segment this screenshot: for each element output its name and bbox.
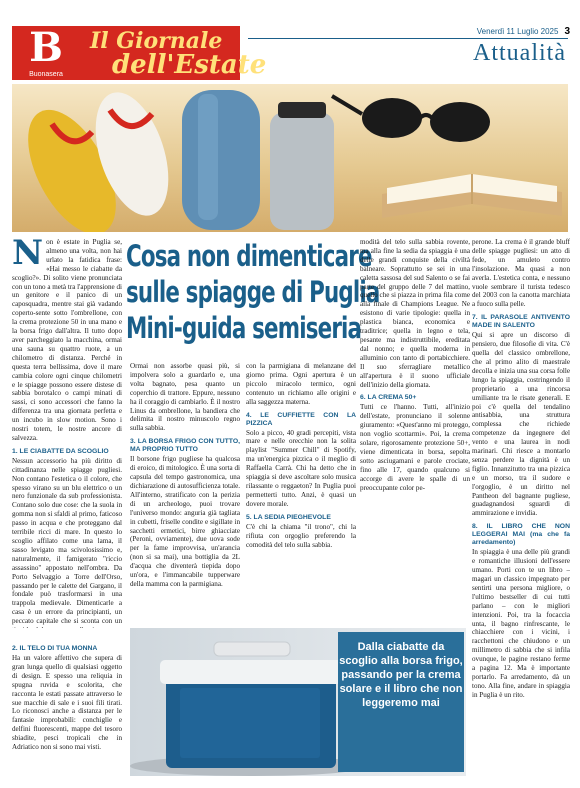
article-column-4 — [360, 238, 470, 628]
section-title: Attualità — [473, 40, 566, 66]
article-column-1 — [12, 238, 122, 628]
pull-quote: Dalla ciabatte da scoglio alla borsa frigo, passando per la crema solare e il libro che non leggeremo mai — [338, 632, 464, 772]
paragraph-4: Solo a picco, 40 gradi percepiti, vista mare e nelle orecchie non la solita playlist "Summer Chill" di Spotify, ma un'energica pizzica o il meglio di Raffaella Carrà. Chi ha detto che in spiaggia si deve ascoltare solo musica rilassante o reggaeton? In Puglia puoi permetterti tutto. Anzi, è quasi un dovere morale. — [246, 428, 356, 508]
paragraph-6-cont: perone. La crema è il grande bluff delle spiagge pugliesi: un atto di fede, un amuleto contro l'insolazione. Ma quasi a non averla. L'estetica conta, e nessuno vuole sembrare il turista tedesco del 2003 con la canotta marchiata a fuoco sulla pelle. — [472, 238, 570, 309]
paragraph-8: In spiaggia è una delle più grandi e romantiche illusioni dell'essere umano. Porti con te un libro – magari un classico impegnato per sentirti una persona migliore, o l'ultimo bestseller di cui tutti parlano – con le migliori intenzioni. Poi, tra la focaccia unta, il bagno rinfrescante, le chiacchiere con i vicini, i racchettoni che chiudono e un millimetro di sabbia che si infila ovunque, le pagine restano ferme a pagina 12. Ma è importante portarlo. Fa arredamento, dà un tono. Alla fine, andare in spiaggia in Puglia è un rito. — [472, 548, 570, 699]
beach-accessories-illustration — [12, 84, 568, 232]
subheading-2: 2. IL TELO DI TUA MONNA — [12, 645, 98, 652]
title-line-1: Il Giornale — [90, 28, 223, 54]
subheading-7: 7. IL PARASOLE ANTIVENTO MADE IN SALENTO — [472, 314, 570, 330]
paragraph-2: Ha un valore affettivo che supera di gran lunga quello di qualsiasi oggetto di design. E spesso una reliquia in spugna ruvida e scolorita, che racconta le estati passate attraverso le sue macchie di sale e i suoi fili tirati. Lo riconosci anche a distanza per le fantasie improbabili: conchiglie e delfini fluorescenti, mappe del tesoro sbiadite, pesci tropicali che in Adriatico non si sono mai visti. — [12, 654, 122, 752]
paragraph-1: Nessun accessorio ha più diritto di cittadinanza nelle spiagge pugliesi. Non contano l'estetica o il colore, che spesso virano su un blu elettrico o un nero funzionale da sub professionista. Contano solo due cose: che la suola in gomma non si sfaldi al primo, faticoso passo in acqua e che proteggano dal terribile ricci di mare. In questo lo scoglio affilato come una lama, il sasso levigato ma scivolosissimo e, naturalmente, il famigerato "riccio assassino" appostato nell'ombra. Da Porto Selvaggio a Torre dell'Orso, passando per le calette del Gargano, il fondale può trasformarsi in una trappola medievale. Dimenticarle a casa è un errore da principianti, un peccato capitale che si sconta con un — [12, 456, 122, 626]
article-intro: on è estate in Puglia se, almeno una volta, non hai urlato la fatidica frase: «Hai messo le ciabatte da scoglio?». Di solito viene pronunciata con un tono a metà tra l'apprensione di un genitore e il panico di un caposquadra, mentre stai già vadando coperto-sente sotto l'ombrellone, con la crema protezione 50 in una mano e la borsa frigo dall'altra. Il tutto dopo aver parcheggiato la macchina, ormai una sauna su quattro ruote, a un chilometro di distanza. Perché in questa terra bellissima, dove il mare cambia colore ogni cinque chilometri e le spiagge possono essere distese di sabbia borotalco o campi minati di sassi, ci sono accessori che fanno la differenza tra una giornata perfetta e un incubo in slow motion. Sono i nostri totem, le nostre ancore di salvezza. — [12, 238, 122, 442]
paragraph-6: Tutti ce l'hanno. Tutti, all'inizio dell'estate, pronunciano il solenne giuramento: «Quest'anno mi proteggo, non voglio scottarmi». Poi, la crema solare, rigorosamente protezione 50+, viene dimenticata in borsa, sepolta sotto asciugamani e parole crociate, fino alle 17, quando qualcuno si accorge di avere le spalle di un preoccupante color pe- — [360, 403, 470, 492]
paragraph-2-cont: Ormai non assorbe quasi più, si impolvera solo a guardarlo e, una volta bagnato, pesa quanto un coperchio di trattore. Eppure, nessuno ha il coraggio di cambiarlo. È il nostro Linus da ombrellone, la bandiera che delimita il nostro minuscolo regno sulla sabbia. — [130, 362, 240, 433]
headline-line-2: sulle spiagge di Puglia — [126, 275, 380, 309]
drop-cap: N — [12, 238, 44, 273]
beach-photo — [12, 84, 568, 232]
paragraph-7: Qui si apre un discorso di pensiero, due filosofie di vita. C'è quella del classico ombrellone, che al primo alito di maestrale decolla e inizia una sua corsa folle lungo la spiaggia, costringendo il proprietario a una rincorsa umiliante tra le risate generali. E poi c'è quella del tendalino antisabbia, una struttura complessa che richiede competenze da ingegnere del vento e una laurea in nodi marinari. Chi riesce a montarlo senza perdere la dignità è un figlio. Innanzitutto tra una pizzica e un morso, tra il sudore e l'orgoglio, è un diritto nel Pantheon del bagnante pugliese, guadagnandosi sguardi di ammirazione e invidia. — [472, 331, 570, 518]
title-line-2: dell'Estate — [112, 50, 267, 80]
subheading-4: 4. LE CUFFIETTE CON LA PIZZICA — [246, 411, 356, 427]
paragraph-5-cont: modità del telo sulla sabbia rovente, ma alla fine la sedia da spiaggia è una delle grandi conquiste della civiltà balneare. Soprattutto se sei in una caletta sassosa del sud Salento o se fai parte del gruppo delle 7 del mattino, quello che si piazza in prima fila come alla finale di Champions League. Ne esistono di varie tipologie: quella in plastica bianca, economica e traditrice; quella in legno e tela, pesante ma indistruttibile, ereditata dal nonno; e quella moderna in alluminio con tanto di portabicchiere. Il suo sferragliare metallico all'apertura è il suono ufficiale dell'inizio della giornata. — [360, 238, 470, 389]
issue-date: Venerdì 11 Luglio 2025 — [476, 27, 559, 36]
headline-line-1: Cosa non dimenticare — [126, 239, 372, 273]
article-column-5 — [472, 238, 570, 758]
article-column-2 — [130, 362, 240, 616]
paragraph-3-cont: con la parmigiana di melanzane del giorno prima. Ogni apertura è un piccolo miracolo termico, ogni contenuto un richiamo alle origini e alla saggezza materna. — [246, 362, 356, 406]
paragraph-3: Il borsone frigo pugliese ha qualcosa di eroico, di mitologico. È una sorta di capsula del tempo gastronomica, una dichiarazione di autosufficienza totale. All'interno, stratificato con la perizia di un archeologo, puoi trovare l'universo mondo: anguria già tagliata in cubetti, friselle condite e sigillate in sacchetti ermetici, birre ghiacciate (Peroni, ovviamente), due uova sode per la fame improvvisa, un'arancia (non si sa mai), una bottiglia da 2L d'acqua che diventerà tiepida dopo un'ora, e l'immancabile tupperware della mamma con la parmigiana. — [130, 455, 240, 588]
logo-letter: B — [29, 24, 63, 71]
headline-line-3: Mini-guida semiseria — [126, 311, 362, 345]
subheading-8: 8. IL LIBRO CHE NON LEGGERAI MAI (ma che fa arredamento) — [472, 523, 570, 547]
water-bottle-icon — [182, 90, 260, 230]
thermos-bottle-icon — [270, 102, 334, 230]
sunglasses-icon — [332, 96, 490, 142]
cooler-box-icon — [160, 642, 342, 768]
article-column-3 — [246, 362, 356, 616]
page-number: 3 — [564, 26, 570, 37]
newspaper-logo[interactable] — [12, 26, 80, 80]
subheading-6: 6. LA CREMA 50+ — [360, 394, 417, 402]
article-column-1-bottom — [12, 640, 122, 780]
newspaper-title — [80, 26, 267, 80]
dateline — [477, 26, 570, 37]
header-rule — [248, 38, 568, 39]
book-icon — [382, 174, 562, 218]
logo-subtitle: Buonasera — [29, 71, 63, 78]
subheading-3: 3. LA BORSA FRIGO CON TUTTO, MA PROPRIO TUTTO — [130, 438, 240, 454]
paragraph-5: C'è chi la chiama "il trono", chi la rifiuta con orgoglio preferendo la comodità del telo sulla sabbia. — [246, 522, 356, 549]
subheading-1: 1. LE CIABATTE DA SCOGLIO — [12, 447, 109, 455]
subheading-5: 5. LA SEDIA PIEGHEVOLE — [246, 513, 331, 521]
